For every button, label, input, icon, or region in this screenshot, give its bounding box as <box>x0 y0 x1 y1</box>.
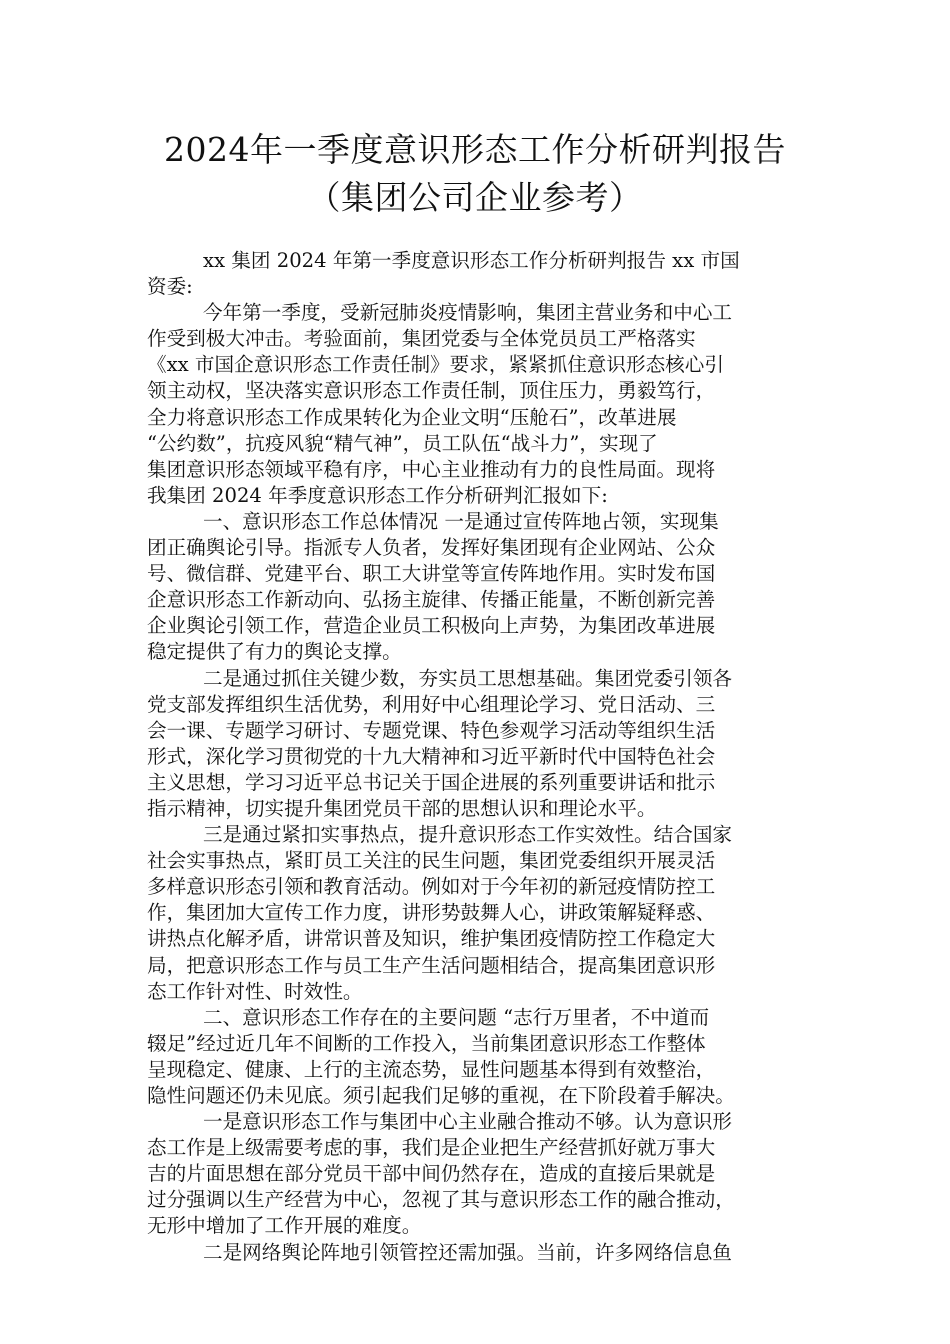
body-text-line: 《xx 市国企意识形态工作责任制》要求，紧紧抓住意识形态核心引 <box>147 353 724 377</box>
body-text-line: 企业舆论引领工作，营造企业员工积极向上声势，为集团改革进展 <box>147 614 716 638</box>
body-text-line: 企意识形态工作新动向、弘扬主旋律、传播正能量，不断创新完善 <box>147 588 716 612</box>
body-text-line: 二、意识形态工作存在的主要问题 “志行万里者，不中道而 <box>203 1005 710 1029</box>
body-text-line: 局，把意识形态工作与员工生产生活问题相结合，提高集团意识形 <box>147 953 716 977</box>
body-text-line: 多样意识形态引领和教育活动。例如对于今年初的新冠疫情防控工 <box>147 875 716 899</box>
body-text-line: 一是意识形态工作与集团中心主业融合推动不够。认为意识形 <box>203 1110 733 1134</box>
body-text-line: 党支部发挥组织生活优势，利用好中心组理论学习、党日活动、三 <box>147 692 716 716</box>
document-title-line-1: 2024年一季度意识形态工作分析研判报告 <box>164 130 786 169</box>
body-text-line: 号、微信群、党建平台、职工大讲堂等宣传阵地作用。实时发布国 <box>147 562 716 586</box>
body-text-line: 隐性问题还仍未见底。须引起我们足够的重视，在下阶段着手解决。 <box>147 1084 735 1107</box>
body-text-line: xx 集团 2024 年第一季度意识形态工作分析研判报告 xx 市国 <box>203 249 740 272</box>
body-text-line: 辍足”经过近几年不间断的工作投入，当前集团意识形态工作整体 <box>147 1031 706 1055</box>
body-text-line: 会一课、专题学习研讨、专题党课、特色参观学习活动等组织生活 <box>147 718 716 742</box>
body-text-line: 今年第一季度，受新冠肺炎疫情影响，集团主营业务和中心工 <box>203 301 733 325</box>
body-text-line: 指示精神，切实提升集团党员干部的思想认识和理论水平。 <box>147 796 657 820</box>
body-text-line: 形式，深化学习贯彻党的十九大精神和习近平新时代中国特色社会 <box>147 744 716 768</box>
document-title-line-2: （集团公司企业参考） <box>307 178 643 217</box>
body-text-line: 态工作针对性、时效性。 <box>147 979 363 1003</box>
body-text-line: 主义思想，学习习近平总书记关于国企进展的系列重要讲话和批示 <box>147 770 716 794</box>
body-text-line: 作，集团加大宣传工作力度，讲形势鼓舞人心，讲政策解疑释惑、 <box>147 901 716 925</box>
body-text-line: 讲热点化解矛盾，讲常识普及知识，维护集团疫情防控工作稳定大 <box>147 927 716 951</box>
body-text-line: 稳定提供了有力的舆论支撑。 <box>147 640 402 664</box>
body-text-line: 领主动权，坚决落实意识形态工作责任制，顶住压力，勇毅笃行， <box>147 379 716 403</box>
body-text-line: 无形中增加了工作开展的难度。 <box>147 1214 422 1238</box>
body-text-line: 过分强调以生产经营为中心，忽视了其与意识形态工作的融合推动， <box>147 1188 735 1212</box>
body-text-line: 社会实事热点，紧盯员工关注的民生问题，集团党委组织开展灵活 <box>147 849 716 873</box>
body-text-line: 态工作是上级需要考虑的事，我们是企业把生产经营抓好就万事大 <box>147 1136 716 1160</box>
body-text-line: 吉的片面思想在部分党员干部中间仍然存在，造成的直接后果就是 <box>147 1162 716 1186</box>
body-text-line: 二是通过抓住关键少数，夯实员工思想基础。集团党委引领各 <box>203 666 733 690</box>
body-text-line: 集团意识形态领域平稳有序，中心主业推动有力的良性局面。现将 <box>147 457 716 481</box>
body-text-line: “公约数”，抗疫风貌“精气神”，员工队伍“战斗力”，实现了 <box>147 431 658 455</box>
body-text-line: 资委: <box>147 275 193 299</box>
body-text-line: 团正确舆论引导。指派专人负者，发挥好集团现有企业网站、公众 <box>147 536 716 560</box>
document-body <box>147 248 819 1266</box>
body-text-line: 三是通过紧扣实事热点，提升意识形态工作实效性。结合国家 <box>203 823 733 847</box>
body-text-line: 一、意识形态工作总体情况 一是通过宣传阵地占领，实现集 <box>203 509 719 533</box>
body-text-line: 二是网络舆论阵地引领管控还需加强。当前，许多网络信息鱼 <box>203 1240 733 1264</box>
body-text-line: 全力将意识形态工作成果转化为企业文明“压舱石”，改革进展 <box>147 405 677 429</box>
body-text-line: 呈现稳定、健康、上行的主流态势，显性问题基本得到有效整治， <box>147 1057 716 1081</box>
body-text-line: 我集团 2024 年季度意识形态工作分析研判汇报如下: <box>147 483 608 507</box>
body-text-line: 作受到极大冲击。考验面前，集团党委与全体党员员工严格落实 <box>147 327 696 351</box>
